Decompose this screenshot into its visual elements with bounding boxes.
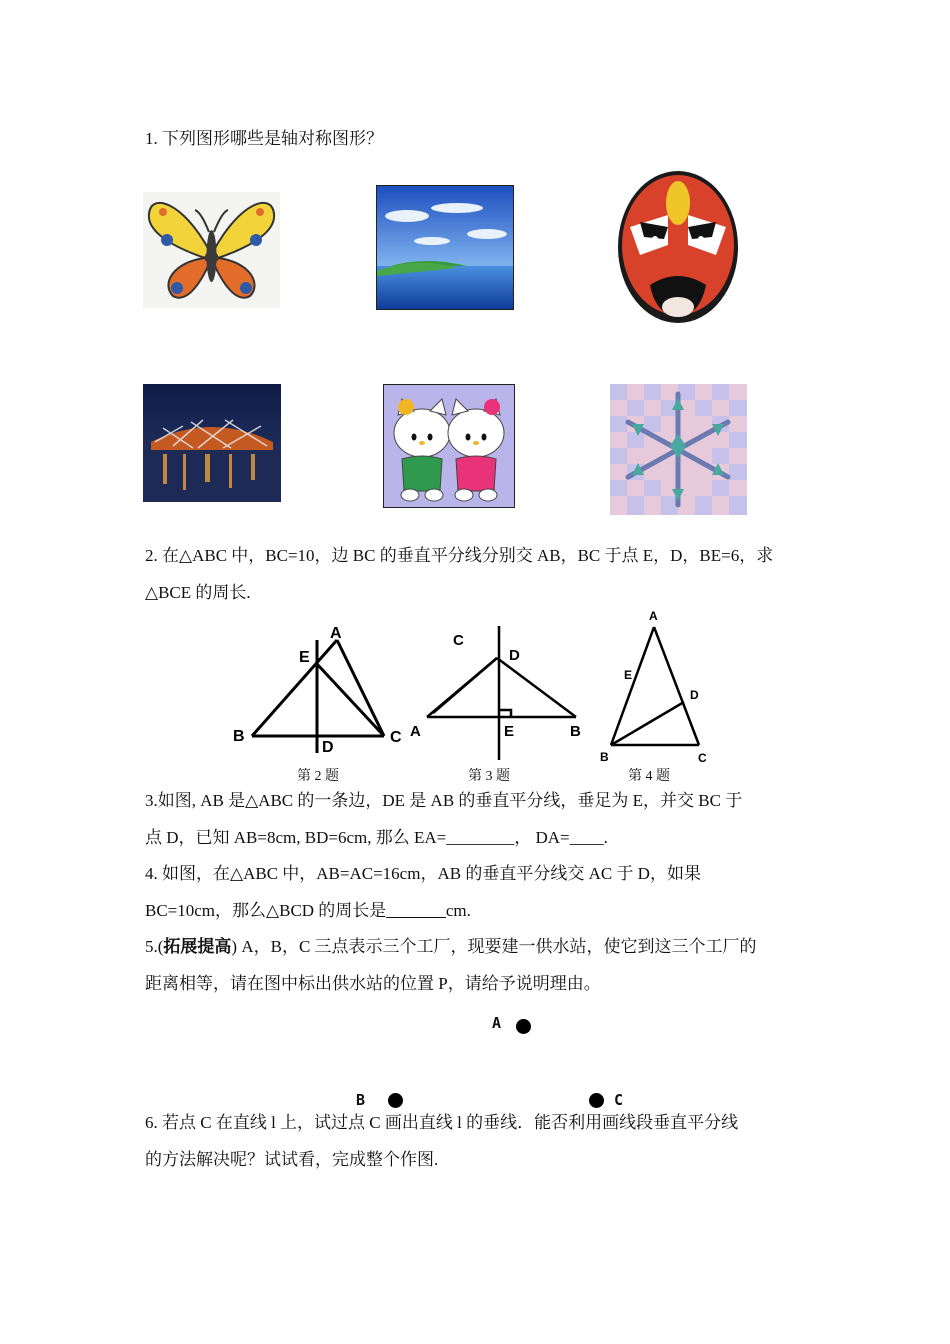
question-3-line-1: 3.如图, AB 是△ABC 的一条边，DE 是 AB 的垂直平分线，垂足为 E，并交 BC 于: [145, 791, 743, 810]
question-5-line-2: 距离相等，请在图中标出供水站的位置 P，请给予说明理由。: [145, 974, 601, 993]
figure-4-label-d: D: [690, 688, 699, 702]
question-3-line-2: 点 D，已知 AB=8cm, BD=6cm, 那么 EA=________， DA=____.: [145, 828, 608, 847]
figure-4-label-b: B: [600, 750, 609, 764]
figure-3-label-e: E: [504, 723, 515, 740]
snowflake-quilt-image: [610, 384, 747, 515]
question-1: 1. 下列图形哪些是轴对称图形？: [145, 129, 383, 148]
figure-4-label-c: C: [698, 751, 707, 765]
question-6-line-2: 的方法解决呢？试试看，完成整个作图.: [145, 1150, 439, 1169]
question-4-text: BC=10cm，那么△BCD 的周长是: [145, 901, 387, 920]
point-b-label: B: [356, 1091, 366, 1109]
figure-3-label-b: B: [570, 723, 581, 740]
question-4-unit: cm.: [445, 901, 471, 920]
figure-2-label-d: D: [322, 739, 334, 756]
opera-mask-image: [610, 167, 747, 330]
question-2-line-2: △BCE 的周长.: [145, 583, 251, 602]
figure-3-label-d: D: [509, 647, 520, 664]
point-c-label: C: [614, 1091, 624, 1109]
figure-2-label-c: C: [390, 729, 402, 746]
birds-nest-stadium-image: [143, 384, 281, 502]
point-a-label: A: [492, 1014, 502, 1032]
question-6-line-1: 6. 若点 C 在直线 l 上，试过点 C 画出直线 l 的垂线．能否利用画线段垂直平分线: [145, 1113, 739, 1132]
figure-4-caption: 第 4 题: [628, 769, 670, 784]
figure-4-diagram: [594, 605, 724, 767]
figure-3-caption: 第 3 题: [468, 769, 510, 784]
question-5-text: ) A，B，C 三点表示三个工厂，现要建一供水站，使它到这三个工厂的: [231, 937, 757, 956]
figure-2-label-e: E: [299, 649, 310, 666]
question-4-line-1: 4. 如图，在△ABC 中，AB=AC=16cm，AB 的垂直平分线交 AC 于 D，如果: [145, 864, 701, 883]
figure-4-label-a: A: [649, 609, 658, 623]
question-5-tag: 拓展提高: [163, 937, 232, 956]
sky-landscape-image: [376, 185, 514, 310]
figure-2-diagram: [228, 620, 418, 760]
figure-2-label-b: B: [233, 728, 245, 745]
answer-blank[interactable]: _______: [386, 901, 446, 920]
figure-3-label-c: C: [453, 632, 464, 649]
question-4-line-2: [145, 892, 815, 929]
question-2-line-1: 2. 在△ABC 中，BC=10，边 BC 的垂直平分线分别交 AB，BC 于点 E，D，BE=6，求: [145, 546, 774, 565]
figure-3-label-a: A: [410, 723, 421, 740]
point-a-dot: [516, 1019, 531, 1034]
figure-3-diagram: [405, 620, 595, 765]
figure-2-label-a: A: [330, 625, 342, 642]
figure-2-caption: 第 2 题: [297, 769, 339, 784]
butterfly-image: [143, 192, 280, 308]
question-5-number: 5.(: [145, 937, 164, 956]
figure-4-label-e: E: [624, 668, 633, 682]
hello-kitty-image: [383, 384, 515, 508]
question-5-line-1: [145, 928, 815, 965]
